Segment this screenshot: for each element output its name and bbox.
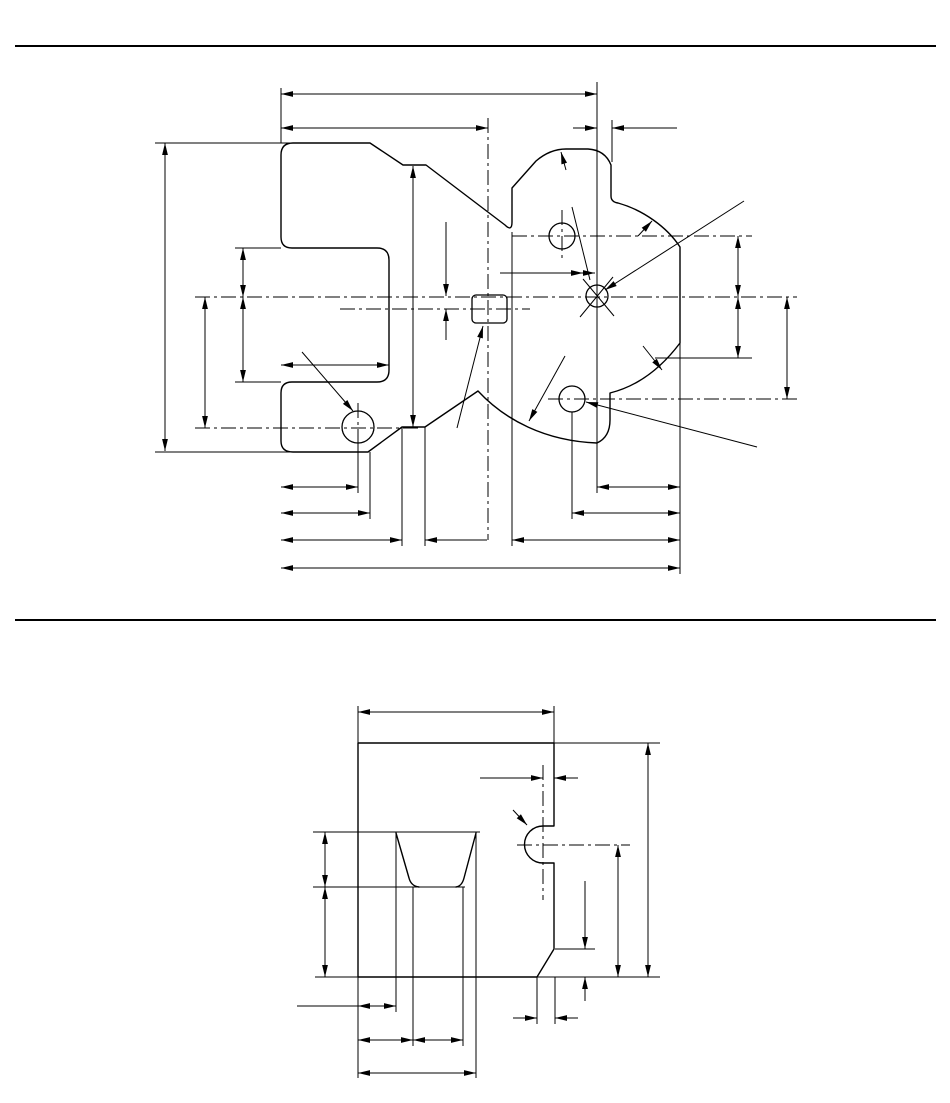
radius-arrow-bottom-arc xyxy=(529,356,565,421)
radius-arrow-right-lobe xyxy=(638,221,652,236)
radius-arrow-notch xyxy=(513,810,527,825)
side-view xyxy=(297,706,660,1078)
feature-profile xyxy=(396,833,419,887)
feature-profile xyxy=(456,833,476,887)
page-rules xyxy=(15,46,936,620)
leader-to-center-square xyxy=(457,326,483,428)
radius-arrow-top-lobe xyxy=(561,152,566,170)
leader-to-lower-right-hole xyxy=(586,402,757,447)
leader-to-datum-target xyxy=(605,201,744,290)
leader-line-plain xyxy=(572,207,590,280)
front-view xyxy=(155,82,797,574)
